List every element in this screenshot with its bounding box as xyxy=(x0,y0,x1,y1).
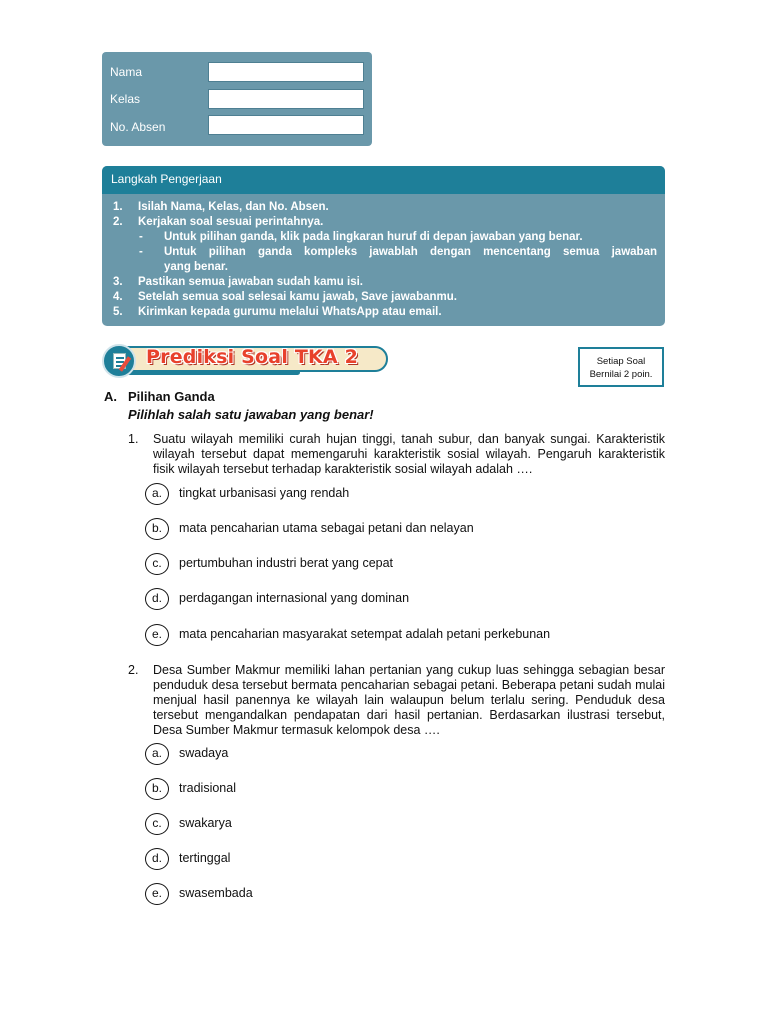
option-text: swadaya xyxy=(179,746,229,760)
option-text: tertinggal xyxy=(179,851,231,865)
option-circle-b[interactable]: b. xyxy=(145,518,169,540)
question-number: 2. xyxy=(128,663,139,677)
option-text: perdagangan internasional yang dominan xyxy=(179,591,410,605)
option-text: mata pencaharian utama sebagai petani dan nelayan xyxy=(179,521,474,535)
option-text: pertumbuhan industri berat yang cepat xyxy=(179,556,394,570)
student-identity-panel xyxy=(102,52,372,146)
section-instruction: Pilihlah salah satu jawaban yang benar! xyxy=(128,407,374,422)
class-label: Kelas xyxy=(110,92,141,106)
answer-option[interactable] xyxy=(145,848,595,870)
instructions-panel xyxy=(102,166,665,326)
option-text: swasembada xyxy=(179,886,253,900)
absence-number-label: No. Absen xyxy=(110,120,166,134)
name-row xyxy=(110,62,368,82)
section-letter: A. xyxy=(104,389,117,404)
step-item: 2. Kerjakan soal sesuai perintahnya. xyxy=(113,216,324,228)
option-text: swakarya xyxy=(179,816,232,830)
option-circle-a[interactable]: a. xyxy=(145,743,169,765)
answer-option[interactable] xyxy=(145,883,595,905)
absence-number-row xyxy=(110,115,368,135)
step-item: 3. Pastikan semua jawaban sudah kamu isi. xyxy=(113,276,363,288)
absence-number-input[interactable] xyxy=(208,115,364,135)
step-item: 4. Setelah semua soal selesai kamu jawab, Save jawabanmu. xyxy=(113,291,457,303)
option-text: tradisional xyxy=(179,781,236,795)
option-circle-b[interactable]: b. xyxy=(145,778,169,800)
points-note-line1: Setiap Soal xyxy=(596,356,646,367)
class-row xyxy=(110,89,368,109)
question-text: Desa Sumber Makmur memiliki lahan pertanian yang cukup luas sehingga sebagian besar penduduk desa tersebut bermata pencaharian sebagai petani. Beberapa petani sudah mulai menjual hasil panennya ke wilayah lain walaupun belum terlalu sering. Penduduk desa tersebut mengandalkan pendapatan dari hasil pertanian. Berdasarkan ilustrasi tersebut, Desa Sumber Makmur termasuk kelompok desa …. xyxy=(153,663,665,737)
class-input[interactable] xyxy=(208,89,364,109)
exam-paper-icon xyxy=(102,344,136,378)
option-circle-d[interactable]: d. xyxy=(145,588,169,610)
answer-option[interactable] xyxy=(145,778,595,800)
option-circle-d[interactable]: d. xyxy=(145,848,169,870)
step-item: 1. Isilah Nama, Kelas, dan No. Absen. xyxy=(113,201,329,213)
answer-option[interactable] xyxy=(145,588,595,610)
answer-option[interactable] xyxy=(145,813,595,835)
option-text: mata pencaharian masyarakat setempat adalah petani perkebunan xyxy=(179,627,551,641)
question-number: 1. xyxy=(128,432,139,446)
option-circle-c[interactable]: c. xyxy=(145,553,169,575)
option-circle-e[interactable]: e. xyxy=(145,883,169,905)
step-subitem-continued: yang benar. xyxy=(164,261,228,273)
option-circle-e[interactable]: e. xyxy=(145,624,169,646)
answer-option[interactable] xyxy=(145,743,595,765)
answer-option[interactable] xyxy=(145,553,595,575)
banner-title: Prediksi Soal TKA 2 xyxy=(146,346,359,368)
section-title: Pilihan Ganda xyxy=(128,389,215,404)
answer-option[interactable] xyxy=(145,518,595,540)
step-subitem: - Untuk pilihan ganda, klik pada lingkaran huruf di depan jawaban yang benar. xyxy=(139,231,583,243)
name-input[interactable] xyxy=(208,62,364,82)
option-text: tingkat urbanisasi yang rendah xyxy=(179,486,350,500)
instructions-title: Langkah Pengerjaan xyxy=(102,166,665,194)
points-note xyxy=(578,347,664,387)
section-banner xyxy=(102,344,390,378)
option-circle-c[interactable]: c. xyxy=(145,813,169,835)
name-label: Nama xyxy=(110,65,143,79)
question-text: Suatu wilayah memiliki curah hujan tinggi, tanah subur, dan banyak sungai. Karakteristik wilayah tersebut dapat memengaruhi karakteristik sosial wilayah. Pengaruh karakteristik fisik wilayah tersebut terhadap karakteristik sosial wilayah adalah …. xyxy=(153,432,665,476)
step-subitem: - Untuk pilihan ganda kompleks jawablah dengan mencentang semua jawaban xyxy=(139,246,657,258)
points-note-line2: Bernilai 2 poin. xyxy=(589,369,653,380)
answer-option[interactable] xyxy=(145,624,595,646)
answer-option[interactable] xyxy=(145,483,595,505)
step-item: 5. Kirimkan kepada gurumu melalui WhatsApp atau email. xyxy=(113,306,442,318)
option-circle-a[interactable]: a. xyxy=(145,483,169,505)
banner-underline xyxy=(120,370,300,375)
